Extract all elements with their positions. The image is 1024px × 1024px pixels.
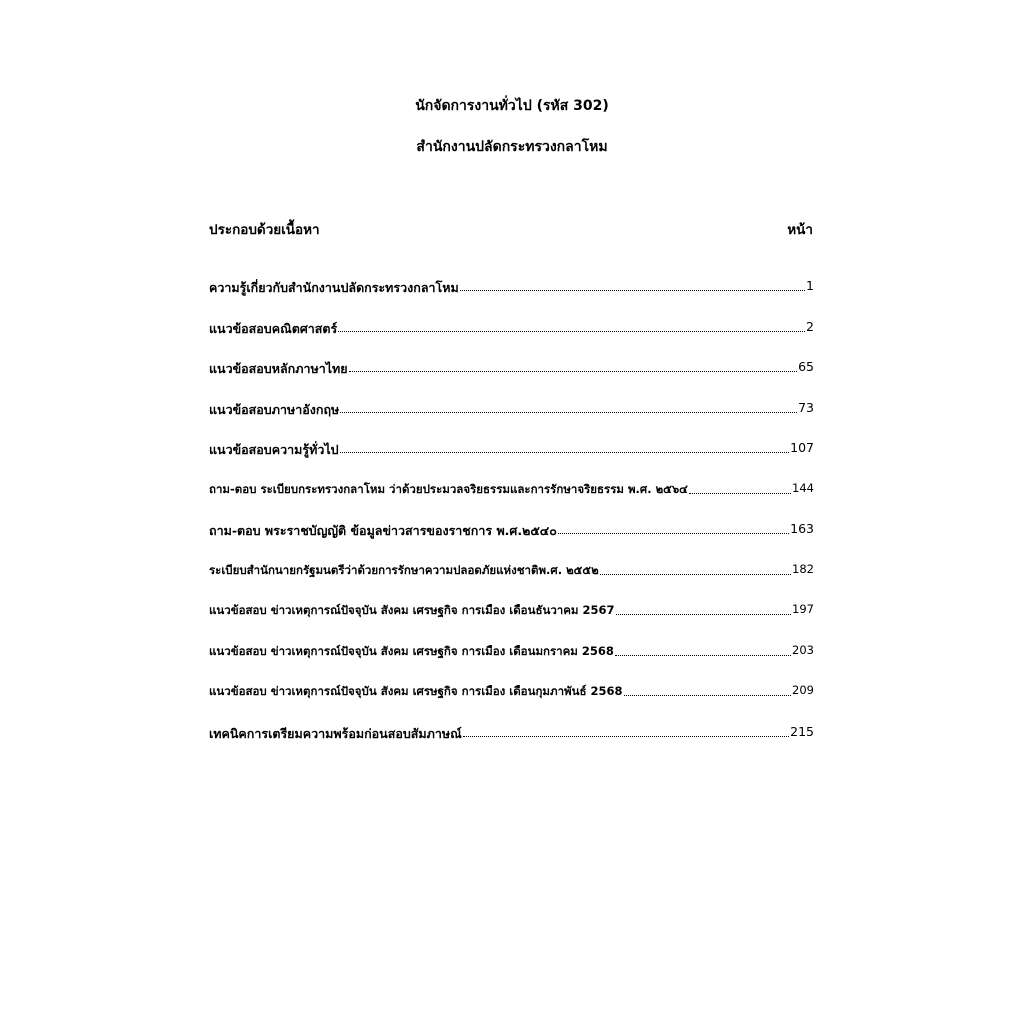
toc-entry-title: เทคนิคการเตรียมความพร้อมก่อนสอบสัมภาษณ์	[209, 725, 462, 741]
toc-entry-page: 1	[806, 278, 814, 293]
toc-entry-page: 163	[790, 521, 814, 536]
toc-entry-page: 209	[792, 683, 814, 697]
toc-entry	[209, 481, 814, 522]
toc-entry-title: แนวข้อสอบ ข่าวเหตุการณ์ปัจจุบัน สังคม เศรษฐกิจ การเมือง เดือนมกราคม 2568	[209, 643, 614, 658]
toc-entry-page: 2	[806, 318, 814, 334]
toc-entry	[209, 562, 814, 603]
toc-entry-title: แนวข้อสอบความรู้ทั่วไป	[209, 442, 339, 457]
dot-leader	[616, 602, 792, 615]
toc-entry	[209, 724, 814, 765]
table-of-contents	[209, 278, 814, 764]
toc-entry-page: 65	[798, 359, 814, 374]
toc-entry-title: แนวข้อสอบ ข่าวเหตุการณ์ปัจจุบัน สังคม เศรษฐกิจ การเมือง เดือนกุมภาพันธ์ 2568	[209, 684, 623, 698]
toc-entry	[209, 683, 814, 724]
toc-entry-title: แนวข้อสอบหลักภาษาไทย	[209, 361, 348, 376]
dot-leader	[615, 643, 791, 656]
document-subtitle: สำนักงานปลัดกระทรวงกลาโหม	[416, 139, 608, 155]
dot-leader	[338, 319, 805, 332]
toc-entry	[209, 521, 814, 562]
dot-leader	[600, 562, 791, 575]
page-heading: หน้า	[787, 222, 813, 238]
dot-leader	[463, 724, 789, 737]
dot-leader	[349, 359, 798, 372]
toc-entry-title: แนวข้อสอบ ข่าวเหตุการณ์ปัจจุบัน สังคม เศรษฐกิจ การเมือง เดือนธันวาคม 2567	[209, 603, 615, 617]
toc-entry-page: 182	[792, 561, 814, 576]
toc-entry-page: 107	[790, 440, 814, 455]
toc-entry-title: ถาม-ตอบ ระเบียบกระทรวงกลาโหม ว่าด้วยประมวลจริยธรรมและการรักษาจริยธรรม พ.ศ. ๒๕๖๔	[209, 481, 688, 496]
toc-entry-title: ความรู้เกี่ยวกับสำนักงานปลัดกระทรวงกลาโหม	[209, 280, 459, 295]
toc-entry-title: แนวข้อสอบคณิตศาสตร์	[209, 320, 338, 336]
toc-entry	[209, 643, 814, 684]
toc-entry	[209, 319, 814, 360]
toc-entry	[209, 400, 814, 441]
toc-entry-page: 73	[798, 399, 814, 415]
toc-entry-title: ถาม-ตอบ พระราชบัญญัติ ข้อมูลข่าวสารของราชการ พ.ศ.๒๕๔๐	[209, 523, 557, 538]
contents-header	[209, 218, 813, 240]
toc-entry-title: ระเบียบสำนักนายกรัฐมนตรีว่าด้วยการรักษาความปลอดภัยแห่งชาติพ.ศ. ๒๕๕๒	[209, 562, 599, 577]
dot-leader	[624, 683, 792, 696]
toc-entry-page: 203	[792, 642, 814, 657]
dot-leader	[460, 278, 805, 291]
document-title: นักจัดการงานทั่วไป (รหัส 302)	[415, 98, 609, 114]
dot-leader	[689, 481, 791, 494]
toc-entry	[209, 359, 814, 400]
dot-leader	[340, 400, 797, 413]
toc-entry-page: 144	[792, 480, 814, 495]
toc-entry	[209, 278, 814, 319]
dot-leader	[340, 440, 790, 453]
toc-entry	[209, 602, 814, 643]
contents-heading: ประกอบด้วยเนื้อหา	[209, 222, 320, 238]
dot-leader	[558, 521, 789, 534]
toc-entry	[209, 440, 814, 481]
toc-entry-page: 215	[790, 723, 814, 739]
toc-entry-page: 197	[792, 602, 814, 616]
toc-entry-title: แนวข้อสอบภาษาอังกฤษ	[209, 401, 340, 417]
